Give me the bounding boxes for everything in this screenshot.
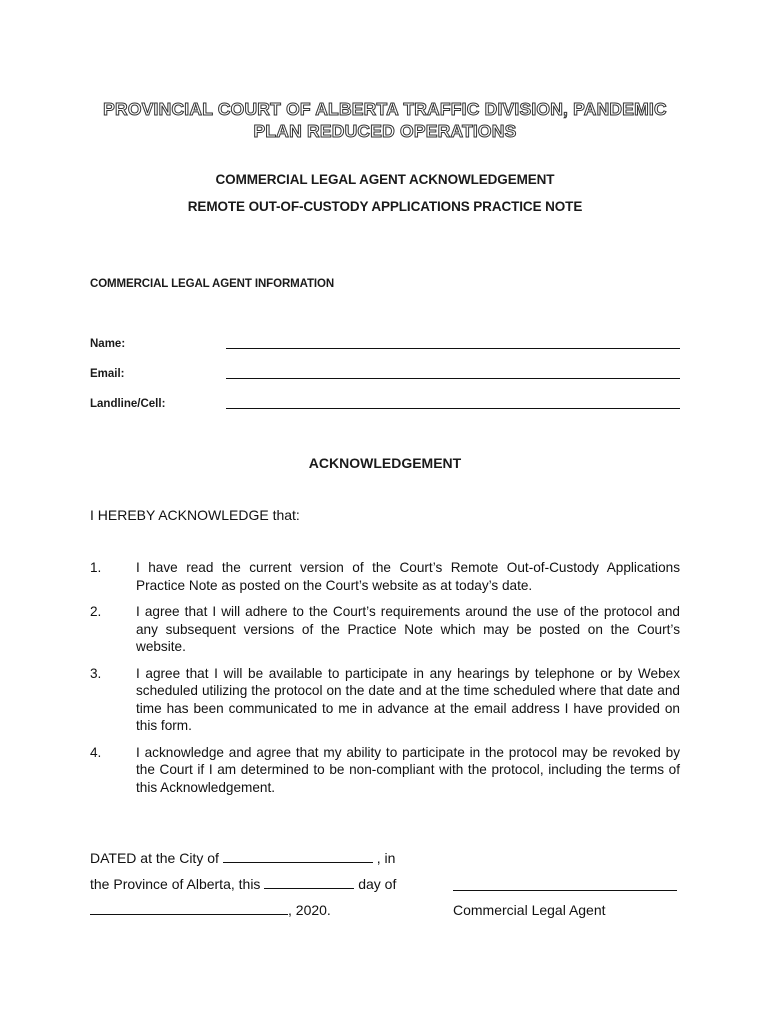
- list-item: [90, 603, 680, 656]
- item-number: 3.: [90, 665, 102, 681]
- email-field-row: [90, 364, 680, 382]
- item-text: I agree that I will adhere to the Court’s requirements around the use of the protocol and any subsequent versions of the Practice Note which may be posted on the Court’s website.: [136, 604, 680, 654]
- subtitle-acknowledgement: COMMERCIAL LEGAL AGENT ACKNOWLEDGEMENT: [215, 172, 555, 187]
- item-text: I acknowledge and agree that my ability to participate in the protocol may be revoked by the Court if I am determined to be non-compliant with the protocol, including the terms of this Acknowledgement.: [136, 744, 680, 795]
- item-text: I agree that I will be available to participate in any hearings by telephone or by Webex scheduled utilizing the protocol on the date and at the time scheduled where that date and time has been communicated to me in advance at the email address I have provided on this form.: [136, 665, 680, 733]
- city-blank[interactable]: [223, 850, 373, 863]
- month-year-line: [90, 902, 331, 918]
- name-label: Name:: [90, 338, 126, 350]
- email-label: Email:: [90, 368, 125, 380]
- dated-city-line: [90, 850, 395, 866]
- title-line-1: PROVINCIAL COURT OF ALBERTA TRAFFIC DIVISION, PANDEMIC: [103, 99, 667, 119]
- list-item: [90, 559, 680, 594]
- acknowledgement-list: [90, 559, 680, 805]
- dated-suffix: , in: [376, 850, 396, 866]
- agent-info-section-label: COMMERCIAL LEGAL AGENT INFORMATION: [90, 278, 335, 290]
- item-number: 1.: [90, 560, 102, 575]
- document-title: [90, 98, 680, 142]
- dated-prefix: DATED at the City of: [90, 850, 219, 866]
- province-prefix: the Province of Alberta, this: [90, 876, 261, 892]
- province-day-line: [90, 876, 396, 892]
- item-text: I have read the current version of the Court’s Remote Out-of-Custody Applications Practice Note as posted on the Court’s website as at today’s date.: [136, 560, 680, 593]
- year-suffix: , 2020.: [288, 902, 331, 918]
- agent-signature-line[interactable]: [453, 890, 677, 891]
- day-blank[interactable]: [264, 876, 354, 889]
- item-number: 4.: [90, 744, 102, 760]
- email-field[interactable]: [226, 378, 680, 379]
- list-item: [90, 665, 680, 735]
- phone-label: Landline/Cell:: [90, 398, 166, 410]
- agent-signature-label: Commercial Legal Agent: [453, 902, 606, 918]
- phone-field[interactable]: [226, 408, 680, 409]
- name-field-row: [90, 334, 680, 352]
- phone-field-row: [90, 394, 680, 412]
- name-field[interactable]: [226, 348, 680, 349]
- month-blank[interactable]: [90, 902, 288, 915]
- acknowledgement-intro: I HEREBY ACKNOWLEDGE that:: [90, 507, 300, 523]
- list-item: [90, 744, 680, 797]
- province-suffix: day of: [358, 876, 397, 892]
- item-number: 2.: [90, 604, 102, 619]
- subtitle-practice-note: REMOTE OUT-OF-CUSTODY APPLICATIONS PRACTICE NOTE: [187, 199, 583, 214]
- acknowledgement-heading: ACKNOWLEDGEMENT: [308, 455, 462, 471]
- title-line-2: PLAN REDUCED OPERATIONS: [253, 121, 517, 141]
